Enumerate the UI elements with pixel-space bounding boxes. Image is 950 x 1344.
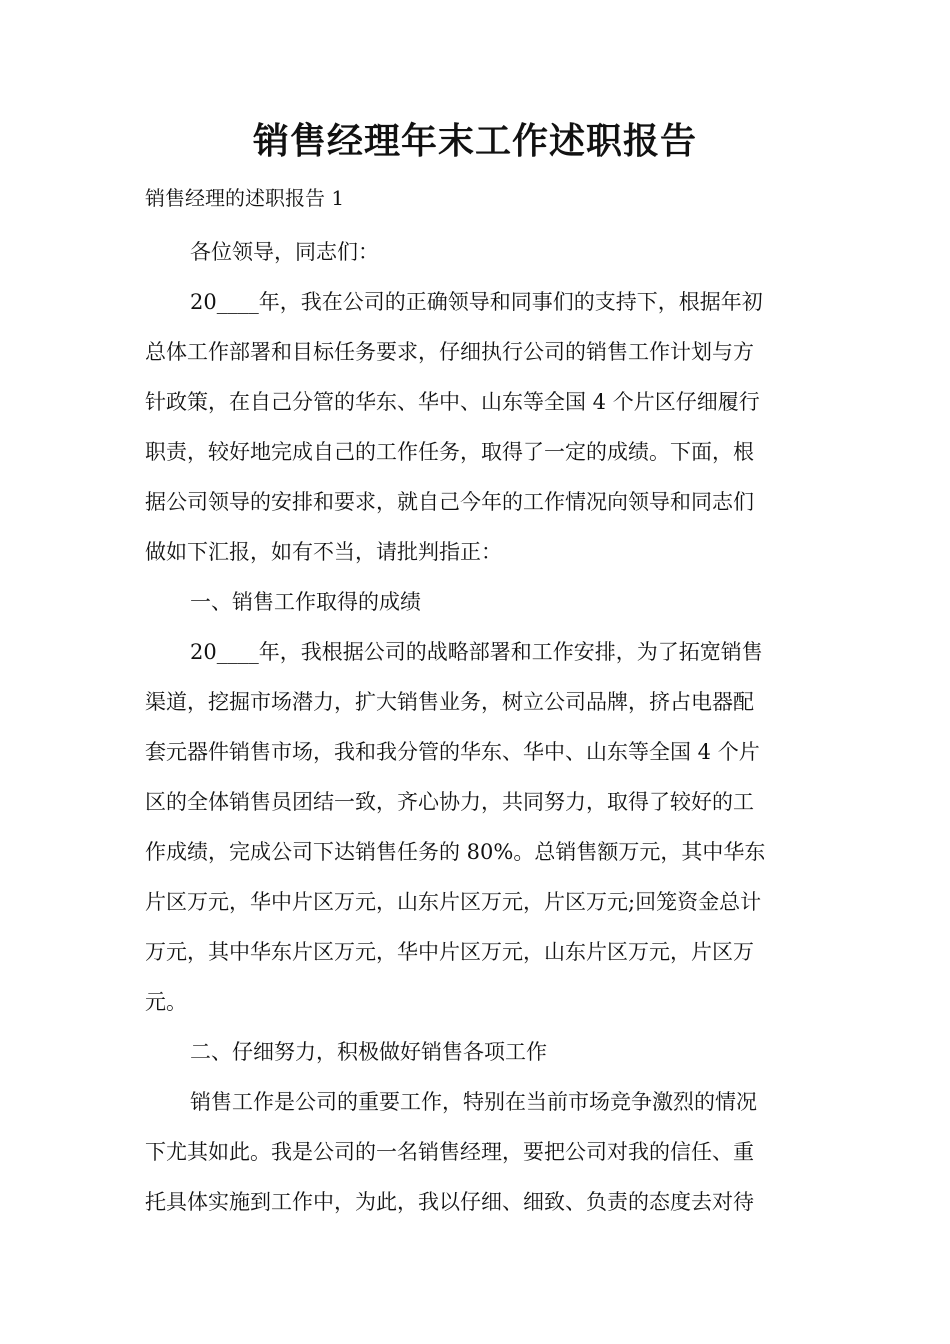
document-subtitle: 销售经理的述职报告 1 <box>145 186 345 210</box>
section-heading: 二、仔细努力，积极做好销售各项工作 <box>190 1040 547 1064</box>
paragraph-line: 总体工作部署和目标任务要求，仔细执行公司的销售工作计划与方 <box>145 340 754 364</box>
paragraph-line: 区的全体销售员团结一致，齐心协力，共同努力，取得了较好的工 <box>145 790 754 814</box>
paragraph-line: 万元，其中华东片区万元，华中片区万元，山东片区万元，片区万 <box>145 940 754 964</box>
paragraph-line: 作成绩，完成公司下达销售任务的 80%。总销售额万元，其中华东 <box>145 840 766 864</box>
paragraph-line: 托具体实施到工作中，为此，我以仔细、细致、负责的态度去对待 <box>145 1190 754 1214</box>
section-heading: 一、销售工作取得的成绩 <box>190 590 421 614</box>
paragraph-line: 下尤其如此。我是公司的一名销售经理，要把公司对我的信任、重 <box>145 1140 754 1164</box>
paragraph-line: 片区万元，华中片区万元，山东片区万元，片区万元;回笼资金总计 <box>145 890 762 914</box>
salutation: 各位领导，同志们： <box>190 240 379 264</box>
paragraph-line: 20____年，我根据公司的战略部署和工作安排，为了拓宽销售 <box>190 640 763 664</box>
paragraph-line: 套元器件销售市场，我和我分管的华东、华中、山东等全国 4 个片 <box>145 740 760 764</box>
document-title: 销售经理年末工作述职报告 <box>252 121 697 162</box>
paragraph-line: 据公司领导的安排和要求，就自己今年的工作情况向领导和同志们 <box>145 490 754 514</box>
paragraph-line: 销售工作是公司的重要工作，特别在当前市场竞争激烈的情况 <box>190 1090 757 1114</box>
paragraph-line: 职责，较好地完成自己的工作任务，取得了一定的成绩。下面，根 <box>145 440 754 464</box>
paragraph-line: 做如下汇报，如有不当，请批判指正： <box>145 540 502 564</box>
paragraph-line: 渠道，挖掘市场潜力，扩大销售业务，树立公司品牌，挤占电器配 <box>145 690 754 714</box>
paragraph-line: 20____年，我在公司的正确领导和同事们的支持下，根据年初 <box>190 290 763 314</box>
paragraph-line: 针政策，在自己分管的华东、华中、山东等全国 4 个片区仔细履行 <box>145 390 760 414</box>
paragraph-line: 元。 <box>145 990 187 1014</box>
